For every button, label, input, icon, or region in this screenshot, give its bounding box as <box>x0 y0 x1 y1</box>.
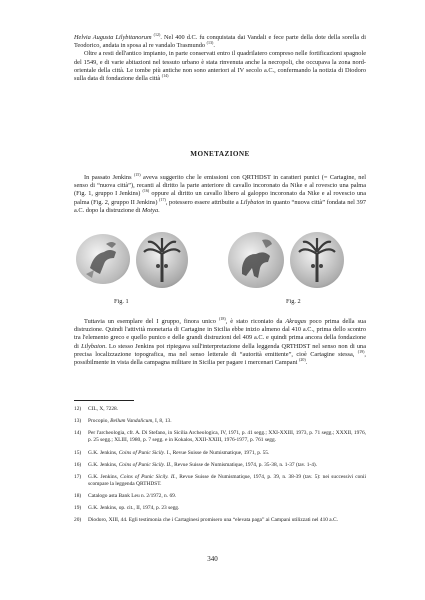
text-run: . Lo stesso Jenkins poi ripiegava sull'interpretazione della leggenda QRTHDST nel senso non di una precisa localizzazione topografica, ma nel senso letterale di “autorità emittente”, cioè Cartagine stessa, <box>74 342 366 358</box>
note-ref: (12) <box>153 31 161 37</box>
footnote-number: 14) <box>74 430 82 437</box>
coin-fig1-obverse-image <box>76 234 130 284</box>
footnote-separator <box>74 400 134 401</box>
italic-text: Motya <box>142 206 159 214</box>
footnote-text <box>88 493 366 500</box>
italic-text: Coins of Punic Sicily. II. <box>118 461 172 468</box>
text-run: Procopio, <box>88 418 111 425</box>
note-ref: (14) <box>161 72 169 78</box>
text-run: poco prima della sua distruzione. Quindi l'attività monetaria di Cartagine in Sicilia ebbe inizio almeno dal 410 a.C., prima dello scontro tra l'elemento greco e quello punico e delle grandi distruzioni del 409 a.C. e quindi prima ancora della fondazione di <box>74 318 367 350</box>
text-run: Tuttavia un esemplare del I gruppo, finora unico <box>84 318 219 325</box>
text-run: , potessero essere attribuite a <box>165 198 241 206</box>
footnote-number: 16) <box>74 461 82 468</box>
text-run: G.K. Jenkins, <box>88 449 119 456</box>
coin-fig1-reverse-image <box>136 232 188 288</box>
text-run: . I., Revue Suisse de Numismatique, 1971, p. 55. <box>164 449 270 456</box>
body-section-2 <box>74 315 367 367</box>
text-run: , possibilmente in vista della campagna militare in Sicilia per pagare i mercenari Campani <box>74 350 366 367</box>
italic-text: Lilybaion <box>81 342 106 350</box>
footnote-number: 19) <box>74 505 82 512</box>
note-ref: (17) <box>159 196 166 202</box>
footnote-13 <box>74 418 366 425</box>
footnote-number: 12) <box>74 406 82 412</box>
footnote-16 <box>74 462 366 469</box>
text-run: In passato Jenkins <box>84 174 134 181</box>
footnote-number: 15) <box>74 449 82 456</box>
footnote-text <box>88 406 366 413</box>
italic-text: Lilybaion <box>240 198 265 206</box>
footnote-number: 20) <box>74 517 82 524</box>
text-run: , I, 8, 13. <box>152 418 172 425</box>
text-run: G.K. Jenkins, <box>88 473 121 480</box>
text-run: G.K. Jenkins, op. cit., II, 1974, p. 23 segg. <box>88 505 180 512</box>
text-run: aveva suggerito che le emissioni con QRTHDST in caratteri punici (= Cartagine, nel senso di “nuova città”), recanti al diritto la parte anteriore di cavallo incoronato da Nike e al rovescio una palma (Fig. 1, gruppo I Jenkins) <box>74 174 366 198</box>
fig1-caption: Fig. 1 <box>114 298 129 305</box>
text-run: oppure al diritto un cavallo libero al galoppo incoronato da Nike e al rovescio una palma (Fig. 2, gruppo II Jenkins) <box>74 190 366 206</box>
italic-text: Helvia Augusta Lilybitanorum <box>74 34 152 41</box>
text-run: Per l'archeologia, cfr. A. Di Stefano, in Sicilia Archeologica, IV, 1971, p. 41 segg.; XXI-XXIII, 1973, p. 71 segg.; XXXII, 1976, p. 25 segg.; XLIII, 1980, p. 7 segg. e in Kokalos, XXII-XXIII, 1976-1977, p. 761 segg. <box>88 430 366 444</box>
text-run: . <box>158 206 160 214</box>
footnote-text <box>88 505 366 512</box>
footnote-20 <box>74 517 366 524</box>
footnote-number: 17) <box>74 473 82 480</box>
footnote-text <box>88 418 366 425</box>
text-run: . Nel 400 d.C. fu conquistata dai Vandali e fece parte della dote della sorella di Teodorico, andata in sposa al re vandalo Trasmundo <box>74 34 366 50</box>
text-run: CIL, X, 7228. <box>88 406 119 412</box>
footnote-text <box>88 450 366 457</box>
footnotes <box>74 406 366 530</box>
text-run: G.K. Jenkins, <box>88 461 119 468</box>
text-run: . <box>213 42 215 50</box>
text-run: Diodoro, XIII, 44. Egli testimonia che i Cartaginesi promisero una “elevata paga” ai Campani utilizzati nel 410 a.C. <box>88 517 338 524</box>
text-run: . <box>305 359 308 367</box>
text-run: , Revue Suisse de Numismatique, 1974, p. 35-38, n. 1-37 (tav. 1-4). <box>171 461 318 468</box>
footnote-18 <box>74 493 366 500</box>
note-ref: (13) <box>206 40 214 46</box>
body-section-1 <box>74 171 366 215</box>
italic-text: Bellum Vandalicum <box>110 418 153 425</box>
note-ref: (15) <box>133 171 141 177</box>
footnote-15 <box>74 450 366 457</box>
italic-text: Coins of Punic Sicily. II. <box>120 473 176 480</box>
intro-paragraph-1 <box>74 31 366 50</box>
text-run: Catalogo asta Bank Leu n. 2/1972, n. 69. <box>88 493 177 500</box>
coin-fig2-reverse-image <box>290 232 344 288</box>
italic-text: Akragas <box>285 318 307 325</box>
fig2-caption: Fig. 2 <box>286 298 301 305</box>
footnote-14 <box>74 430 366 444</box>
page-number: 340 <box>207 555 218 563</box>
text-run: in quanto “nuova città” fondata nel 397 a.C. dopo la distruzione di <box>74 198 366 214</box>
note-ref: (18) <box>218 315 226 321</box>
text-run: , è stato riconiato da <box>225 318 286 325</box>
note-ref: (20) <box>299 356 306 362</box>
footnote-text <box>88 474 366 488</box>
intro-section <box>74 31 366 83</box>
note-ref: (16) <box>142 188 150 194</box>
coin-fig2-obverse-image <box>228 232 284 288</box>
footnote-12 <box>74 406 366 413</box>
text-run: Oltre a resti dell'antico impianto, in parte conservati entro il quadrilatero compreso nelle fortificazioni spagnole del 1549, e di varie abitazioni nel tessuto urbano è stata rinvenuta anche la necropoli, che occupava la zona nord-orientale della città. Le tombe più antiche non sono anteriori al IV secolo a.C., confermando la notizia di Diodoro sulla data di fondazione della città <box>74 50 366 83</box>
footnote-number: 13) <box>74 418 82 425</box>
body-paragraph-1 <box>74 171 366 215</box>
italic-text: Coins of Punic Sicily <box>118 449 165 456</box>
body-paragraph-2 <box>74 315 367 367</box>
footnote-19 <box>74 505 366 512</box>
coin-figures <box>74 232 366 312</box>
intro-paragraph-2 <box>74 50 366 83</box>
footnote-number: 18) <box>74 493 82 500</box>
footnote-text <box>88 462 366 469</box>
footnote-text <box>88 430 366 444</box>
note-ref: (19) <box>357 348 365 354</box>
footnote-17 <box>74 474 366 488</box>
footnote-text <box>88 517 366 524</box>
section-heading: MONETAZIONE <box>190 150 250 158</box>
text-run: , Revue Suisse de Numismatique, 1974, p. 39, n. 38-39 (tav. 5): nei successivi conii scompare la leggenda QRTHDST. <box>88 473 366 487</box>
